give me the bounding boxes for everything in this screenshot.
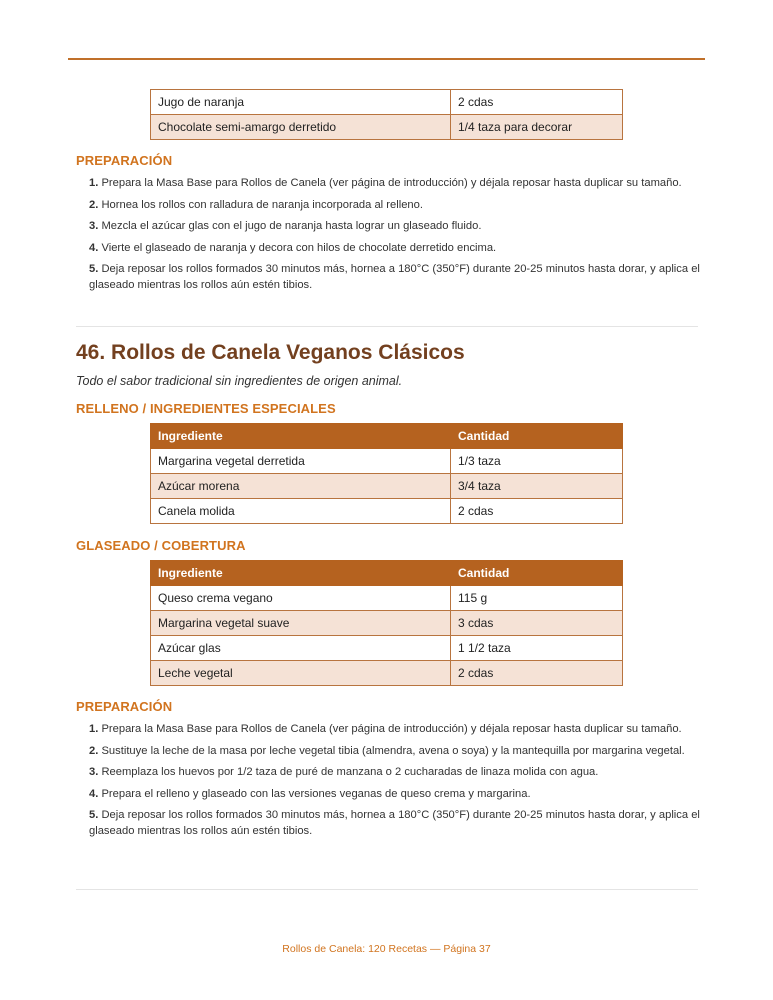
step-number: 4.: [89, 241, 99, 254]
table-row: [151, 636, 623, 661]
step-text: Vierte el glaseado de naranja y decora con hilos de chocolate derretido encima.: [98, 241, 497, 254]
step-number: 2.: [89, 744, 99, 757]
prev-prep-heading: PREPARACIÓN: [76, 153, 173, 168]
column-header-amount: Cantidad: [451, 561, 623, 586]
table-row: [151, 661, 623, 686]
step-text: Deja reposar los rollos formados 30 minutos más, hornea a 180°C (350°F) durante 20-25 minutos hasta dorar, y aplica el glaseado mientras los rollos aún estén tibios.: [89, 263, 700, 291]
prep-steps: [89, 721, 701, 845]
step-text: Mezcla el azúcar glas con el jugo de naranja hasta lograr un glaseado fluido.: [98, 220, 482, 232]
prev-prep-steps: [89, 175, 701, 299]
step-number: 3.: [89, 766, 99, 778]
amount-cell: 3/4 taza: [451, 474, 623, 499]
table-row: [151, 90, 623, 115]
ingredient-cell: Azúcar glas: [151, 636, 451, 661]
recipe-title: 46. Rollos de Canela Veganos Clásicos: [76, 341, 465, 364]
prep-step: [89, 197, 701, 213]
step-text: Reemplaza los huevos por 1/2 taza de puré de manzana o 2 cucharadas de linaza molida con agua.: [98, 766, 599, 778]
prev-ingredient-table: [150, 89, 623, 140]
step-text: Sustituye la leche de la masa por leche vegetal tibia (almendra, avena o soya) y la mantequilla por margarina vegetal.: [98, 744, 685, 757]
table-row: [151, 474, 623, 499]
amount-cell: 1 1/2 taza: [451, 636, 623, 661]
step-text: Prepara la Masa Base para Rollos de Canela (ver página de introducción) y déjala reposar hasta duplicar su tamaño.: [98, 177, 682, 189]
prep-step: [89, 218, 701, 234]
glaze-heading: GLASEADO / COBERTURA: [76, 538, 246, 553]
prep-step: [89, 261, 701, 293]
prep-step: [89, 240, 701, 256]
prep-step: [89, 807, 701, 839]
table-header-row: [151, 561, 623, 586]
amount-cell: 3 cdas: [451, 611, 623, 636]
table-row: [151, 115, 623, 140]
amount-cell: 2 cdas: [451, 90, 623, 115]
column-header-ingredient: Ingrediente: [151, 424, 451, 449]
ingredient-cell: Margarina vegetal derretida: [151, 449, 451, 474]
table-row: [151, 499, 623, 524]
ingredient-cell: Margarina vegetal suave: [151, 611, 451, 636]
prep-step: [89, 764, 701, 780]
ingredient-cell: Canela molida: [151, 499, 451, 524]
step-text: Prepara el relleno y glaseado con las versiones veganas de queso crema y margarina.: [98, 787, 531, 800]
section-divider: [76, 889, 698, 890]
filling-heading: RELLENO / INGREDIENTES ESPECIALES: [76, 401, 336, 416]
table-row: [151, 586, 623, 611]
step-text: Hornea los rollos con ralladura de naranja incorporada al relleno.: [98, 198, 423, 211]
ingredient-cell: Azúcar morena: [151, 474, 451, 499]
amount-cell: 115 g: [451, 586, 623, 611]
prep-heading: PREPARACIÓN: [76, 699, 173, 714]
step-number: 1.: [89, 177, 99, 189]
amount-cell: 1/3 taza: [451, 449, 623, 474]
prep-step: [89, 721, 701, 737]
glaze-table: [150, 560, 623, 686]
step-number: 3.: [89, 220, 99, 232]
amount-cell: 2 cdas: [451, 661, 623, 686]
step-number: 4.: [89, 787, 99, 800]
recipe-subtitle: Todo el sabor tradicional sin ingredientes de origen animal.: [76, 374, 403, 388]
header-rule: [68, 58, 705, 60]
column-header-amount: Cantidad: [451, 424, 623, 449]
ingredient-cell: Queso crema vegano: [151, 586, 451, 611]
ingredient-cell: Chocolate semi-amargo derretido: [151, 115, 451, 140]
step-number: 1.: [89, 723, 99, 735]
amount-cell: 2 cdas: [451, 499, 623, 524]
column-header-ingredient: Ingrediente: [151, 561, 451, 586]
table-header-row: [151, 424, 623, 449]
section-divider: [76, 326, 698, 327]
step-number: 5.: [89, 809, 99, 821]
step-text: Prepara la Masa Base para Rollos de Canela (ver página de introducción) y déjala reposar hasta duplicar su tamaño.: [98, 723, 682, 735]
filling-table: [150, 423, 623, 524]
prep-step: [89, 175, 701, 191]
ingredient-cell: Jugo de naranja: [151, 90, 451, 115]
step-number: 5.: [89, 263, 99, 275]
prep-step: [89, 743, 701, 759]
table-row: [151, 611, 623, 636]
amount-cell: 1/4 taza para decorar: [451, 115, 623, 140]
ingredient-cell: Leche vegetal: [151, 661, 451, 686]
table-row: [151, 449, 623, 474]
step-text: Deja reposar los rollos formados 30 minutos más, hornea a 180°C (350°F) durante 20-25 minutos hasta dorar, y aplica el glaseado mientras los rollos aún estén tibios.: [89, 809, 700, 837]
step-number: 2.: [89, 198, 99, 211]
prep-step: [89, 786, 701, 802]
page-footer: Rollos de Canela: 120 Recetas — Página 37: [282, 943, 491, 955]
